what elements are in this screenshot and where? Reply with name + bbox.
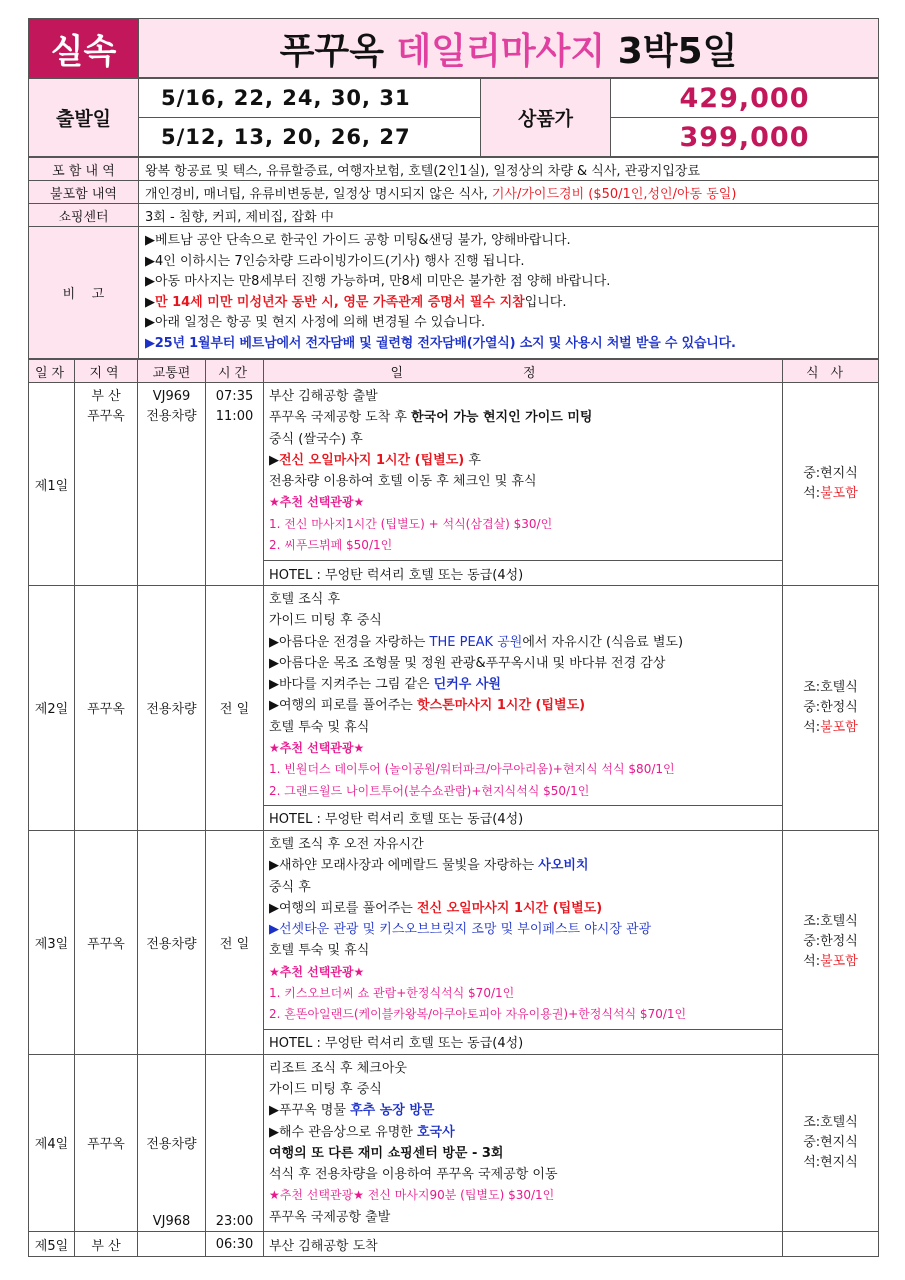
note-line <box>145 293 872 314</box>
day3-hotel: HOTEL : 무엉탄 럭셔리 호텔 또는 동급(4성) <box>264 1029 783 1054</box>
transport-type: 전용차량 <box>146 1137 197 1153</box>
day3-transport: 전용차량 <box>138 830 206 1054</box>
col-schedule: 일정 <box>264 360 783 383</box>
departure-label: 출발일 <box>29 79 139 157</box>
col-time: 시간 <box>206 360 264 383</box>
schedule-text: 에서 자유시간 (식음료 별도) <box>522 634 684 650</box>
schedule-line <box>269 674 777 695</box>
optional-tour-title: ★추천 선택관광★ <box>269 964 365 979</box>
schedule-text: 푸꾸옥 국제공항 도착 후 <box>269 410 412 426</box>
note-bullet: ▶ <box>145 294 155 310</box>
day2-time: 전 일 <box>206 586 264 831</box>
transport-type: 전용차량 <box>146 409 197 424</box>
day3-schedule <box>264 830 783 1029</box>
day3-label: 제3일 <box>29 830 75 1054</box>
tour-sheet <box>28 18 879 1257</box>
schedule-text: ▶새하얀 모래사장과 에메랄드 물빛을 자랑하는 <box>269 858 539 874</box>
flight-number: VJ969 <box>152 389 191 404</box>
day4-label: 제4일 <box>29 1054 75 1231</box>
note-line-ecig: ▶25년 1월부터 베트남에서 전자담배 및 궐련형 전자담배(가열식) 소지 및 사용시 처벌 받을 수 있습니다. <box>145 335 736 351</box>
schedule-line: 가이드 미팅 후 중식 <box>269 613 382 629</box>
meal-dinner <box>783 952 878 972</box>
day1-meals <box>783 383 879 586</box>
day4-transport <box>138 1054 206 1231</box>
schedule-massage: 전신 오일마사지 1시간 (팁별도) <box>279 452 465 468</box>
optional-tour-title: ★추천 선택관광★ <box>269 495 365 510</box>
schedule-line <box>269 898 777 919</box>
meal-not-included: 불포함 <box>820 954 858 970</box>
note-line: ▶베트남 공안 단속으로 한국인 가이드 공항 미팅&샌딩 불가, 양해바랍니다. <box>145 233 571 248</box>
time-departure: 07:35 <box>215 389 254 404</box>
day2-region: 푸꾸옥 <box>75 586 138 831</box>
note-line: ▶4인 이하시는 7인승차량 드라이빙가이드(기사) 행사 진행 됩니다. <box>145 253 525 269</box>
title-destination: 푸꾸옥 <box>279 30 397 72</box>
schedule-place: 호국사 <box>416 1124 455 1140</box>
optional-tour-title: ★추천 선택관광★ <box>269 741 365 756</box>
day2-hotel: HOTEL : 무엉탄 럭셔리 호텔 또는 동급(4성) <box>264 805 783 830</box>
day3-meals <box>783 830 879 1054</box>
schedule-text: ▶ <box>269 452 279 468</box>
departure-dates-2: 5/12, 13, 20, 26, 27 <box>139 118 481 157</box>
day2-schedule <box>264 586 783 806</box>
region-phuquoc: 푸꾸옥 <box>87 409 125 424</box>
schedule-line <box>269 407 777 428</box>
day1-time <box>206 383 264 586</box>
meal-lunch: 중:한정식 <box>803 699 858 715</box>
col-region: 지역 <box>75 360 138 383</box>
notes-content <box>139 227 879 359</box>
day1-label: 제1일 <box>29 383 75 586</box>
schedule-text: 후 <box>464 452 481 468</box>
day5-region: 부 산 <box>75 1232 138 1257</box>
time-arrival: 11:00 <box>215 409 254 424</box>
exclude-label: 불포함 내역 <box>29 181 139 204</box>
notes-label: 비 고 <box>29 227 139 359</box>
col-meal: 식사 <box>783 360 879 383</box>
schedule-line: 가이드 미팅 후 중식 <box>269 1081 382 1097</box>
schedule-line <box>269 1122 777 1143</box>
note-line: ▶아래 일정은 항공 및 현지 사정에 의해 변경될 수 있습니다. <box>145 315 486 330</box>
optional-tour-item: 1. 전신 마사지1시간 (팁별도) + 석식(삼겹살) $30/인 <box>269 516 553 531</box>
schedule-line <box>269 632 777 653</box>
schedule-place: 사오비치 <box>538 858 589 874</box>
day2-label: 제2일 <box>29 586 75 831</box>
schedule-shopping: 여행의 또 다른 재미 쇼핑센터 방문 - 3회 <box>269 1145 504 1161</box>
day4-meals <box>783 1054 879 1231</box>
title-duration: 3박5일 <box>605 30 738 72</box>
meal-lunch: 중:한정식 <box>803 934 858 950</box>
meal-not-included: 불포함 <box>820 486 858 501</box>
info-table <box>28 157 879 359</box>
schedule-line: 리조트 조식 후 체크아웃 <box>269 1060 407 1076</box>
schedule-line: 푸꾸옥 국제공항 출발 <box>269 1209 391 1225</box>
include-text: 왕복 항공료 및 텍스, 유류할증료, 여행자보험, 호텔(2인1실), 일정상의 차량 & 식사, 관광지입장료 <box>139 158 879 181</box>
meal-lunch: 중:현지식 <box>803 1134 858 1150</box>
price-label: 상품가 <box>481 79 611 157</box>
optional-tour-item: 2. 그랜드월드 나이트투어(분수쇼관람)+현지식석식 $50/1인 <box>269 783 590 798</box>
optional-tour-item: ★추천 선택관광★ 전신 마사지90분 (팁별도) $30/1인 <box>269 1188 555 1203</box>
schedule-place: 후추 농장 방문 <box>350 1103 435 1119</box>
schedule-massage: 핫스톤마사지 1시간 (팁별도) <box>416 698 586 714</box>
schedule-line: 호텔 조식 후 <box>269 592 341 607</box>
price-1: 429,000 <box>611 79 879 118</box>
day3-region: 푸꾸옥 <box>75 830 138 1054</box>
day2-transport: 전용차량 <box>138 586 206 831</box>
schedule-line <box>269 695 777 716</box>
schedule-text: ▶여행의 피로를 풀어주는 <box>269 698 417 714</box>
schedule-line: 석식 후 전용차량을 이용하여 푸꾸옥 국제공항 이동 <box>269 1167 558 1183</box>
meal-breakfast: 조:호텔식 <box>803 679 858 695</box>
shopping-text: 3회 - 침향, 커피, 제비집, 잡화 中 <box>139 204 879 227</box>
schedule-line: 호텔 투숙 및 휴식 <box>269 943 370 959</box>
include-label: 포 함 내 역 <box>29 158 139 181</box>
note-line: ▶아동 마사지는 만8세부터 진행 가능하며, 만8세 미만은 불가한 점 양해 바랍니다. <box>145 274 611 289</box>
col-transport: 교통편 <box>138 360 206 383</box>
day1-region <box>75 383 138 586</box>
optional-tour-item: 2. 혼똔아일랜드(케이블카왕복/아쿠아토피아 자유이용권)+한정식석식 $70/1인 <box>269 1007 687 1022</box>
schedule-line: 호텔 투숙 및 휴식 <box>269 719 370 735</box>
day5-meals <box>783 1232 879 1257</box>
col-day: 일자 <box>29 360 75 383</box>
exclude-text-main: 개인경비, 매너팁, 유류비변동분, 일정상 명시되지 않은 식사, <box>145 186 492 202</box>
itinerary-table <box>28 359 879 1257</box>
departure-dates-1: 5/16, 22, 24, 30, 31 <box>139 79 481 118</box>
page-title <box>139 19 879 78</box>
schedule-line: 호텔 조식 후 오전 자유시간 <box>269 836 424 852</box>
category-badge: 실속 <box>29 19 139 78</box>
day4-time: 23:00 <box>206 1054 264 1231</box>
schedule-text: ▶푸꾸옥 명물 <box>269 1103 351 1119</box>
meal-dinner: 석:현지식 <box>803 1154 858 1170</box>
meal-prefix: 석: <box>803 486 821 501</box>
flight-number: VJ968 <box>152 1214 191 1230</box>
meal-prefix: 석: <box>803 954 821 970</box>
day4-region: 푸꾸옥 <box>75 1054 138 1231</box>
schedule-line: 전용차량 이용하여 호텔 이동 후 체크인 및 휴식 <box>269 474 537 490</box>
price-2: 399,000 <box>611 118 879 157</box>
note-suffix: 입니다. <box>524 294 567 310</box>
day5-schedule: 부산 김해공항 도착 <box>264 1232 783 1257</box>
schedule-text: ▶아름다운 전경을 자랑하는 <box>269 634 430 650</box>
schedule-place: 딘커우 사원 <box>433 677 501 693</box>
schedule-line: 중식 (쌀국수) 후 <box>269 431 363 447</box>
meal-dinner <box>783 484 878 504</box>
schedule-text: ▶바다를 지켜주는 그림 같은 <box>269 677 434 693</box>
shopping-label: 쇼핑센터 <box>29 204 139 227</box>
meal-dinner <box>783 718 878 738</box>
day1-hotel: HOTEL : 무엉탄 럭셔리 호텔 또는 동급(4성) <box>264 561 783 586</box>
region-busan: 부 산 <box>91 389 121 404</box>
day4-schedule <box>264 1054 783 1231</box>
schedule-place: THE PEAK 공원 <box>429 634 523 650</box>
exclude-text <box>139 181 879 204</box>
schedule-text: ▶여행의 피로를 풀어주는 <box>269 900 417 916</box>
exclude-text-guide-fee: 기사/가이드경비 ($50/1인,성인/아동 동일) <box>491 186 737 202</box>
day3-time: 전 일 <box>206 830 264 1054</box>
meal-lunch: 중:현지식 <box>803 466 858 481</box>
optional-tour-item: 1. 키스오브더씨 쇼 관람+한정식석식 $70/1인 <box>269 986 515 1001</box>
schedule-line: ▶아름다운 목조 조형물 및 정원 관광&푸꾸옥시내 및 바다뷰 전경 감상 <box>269 655 666 671</box>
day1-schedule <box>264 383 783 561</box>
schedule-line <box>269 1100 777 1121</box>
title-highlight: 데일리마사지 <box>396 30 606 72</box>
schedule-text: ▶해수 관음상으로 유명한 <box>269 1124 417 1140</box>
header-table <box>28 18 879 78</box>
day2-meals <box>783 586 879 831</box>
schedule-line <box>269 855 777 876</box>
optional-tour-item: 1. 빈원더스 데이투어 (놀이공원/워터파크/아쿠아리움)+현지식 석식 $80/1인 <box>269 762 675 777</box>
departure-table <box>28 78 879 157</box>
schedule-line: 중식 후 <box>269 879 311 895</box>
meal-breakfast: 조:호텔식 <box>803 914 858 930</box>
schedule-line: 부산 김해공항 출발 <box>269 389 378 404</box>
schedule-highlight: 한국어 가능 현지인 가이드 미팅 <box>411 410 593 426</box>
day1-transport <box>138 383 206 586</box>
schedule-line <box>269 450 777 471</box>
schedule-massage: 전신 오일마사지 1시간 (팁별도) <box>416 900 603 916</box>
meal-prefix: 석: <box>803 719 821 735</box>
day5-transport <box>138 1232 206 1257</box>
day5-label: 제5일 <box>29 1232 75 1257</box>
meal-breakfast: 조:호텔식 <box>803 1114 858 1130</box>
meal-not-included: 불포함 <box>820 719 858 735</box>
schedule-line: ▶선셋타운 관광 및 키스오브브릿지 조망 및 부이페스트 야시장 관광 <box>269 922 652 938</box>
note-warning: 만 14세 미만 미성년자 동반 시, 영문 가족관계 증명서 필수 지참 <box>155 294 525 310</box>
day5-time: 06:30 <box>206 1232 264 1257</box>
optional-tour-item: 2. 씨푸드뷔페 $50/1인 <box>269 538 393 553</box>
